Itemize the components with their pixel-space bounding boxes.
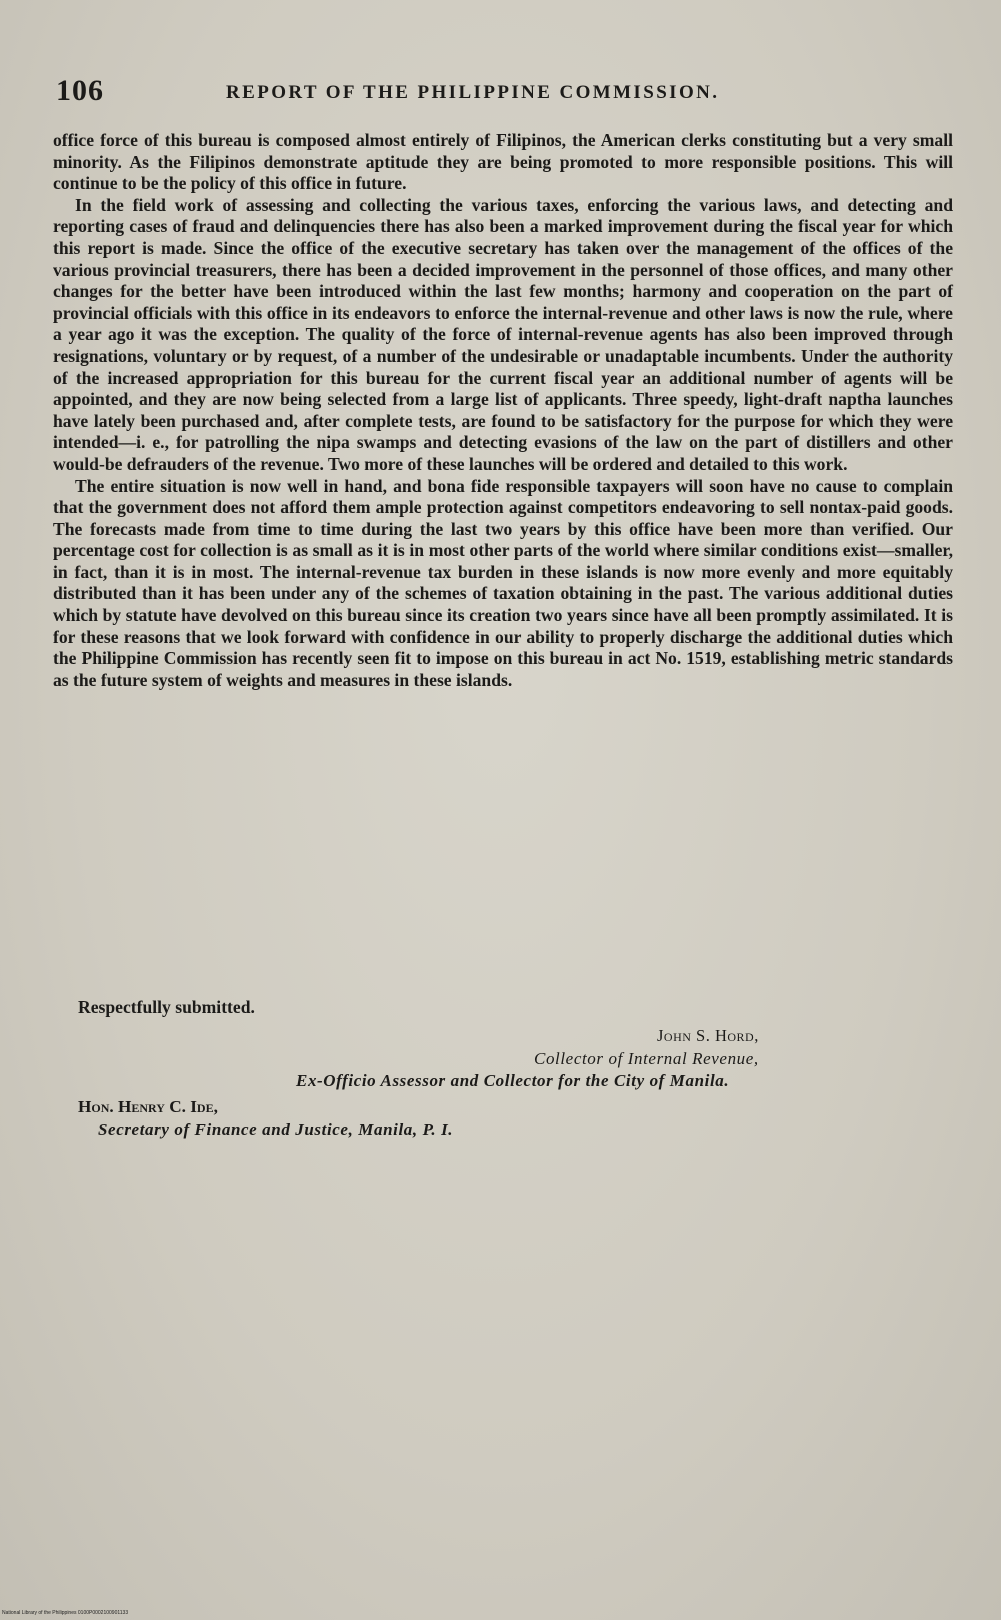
body-text xyxy=(53,130,953,691)
page-number: 106 xyxy=(56,74,104,107)
closing-line: Respectfully submitted. xyxy=(78,997,255,1017)
paragraph-2: In the field work of assessing and collecting the various taxes, enforcing the various laws, and detecting and reporting cases of fraud and delinquencies there has also been a marked improvement during the fiscal year for which this report is made. Since the office of the executive secretary has taken over the management of the offices of the various provincial treasurers, there has been a decided improvement in the personnel of those offices, and many other changes for the better have been introduced within the last few months; harmony and cooperation on the part of provincial officials with this office in its endeavors to enforce the internal-revenue and other laws is now the rule, where a year ago it was the exception. The quality of the force of internal-revenue agents has also been improved through resignations, voluntary or by request, of a number of the undesirable or unadaptable incumbents. Under the authority of the increased appropriation for this bureau for the current fiscal year an additional number of agents will be appointed, and they are now being selected from a large list of applicants. Three speedy, light-draft naptha launches have lately been purchased and, after complete tests, are found to be satisfactory for the purpose for which they were intended—i. e., for patrolling the nipa swamps and detecting evasions of the law on the part of distillers and other would-be defrauders of the revenue. Two more of these launches will be ordered and detailed to this work. xyxy=(53,194,953,474)
page-header xyxy=(52,72,957,112)
paragraph-1: office force of this bureau is composed almost entirely of Filipinos, the American clerks constituting but a very small minority. As the Filipinos demonstrate aptitude they are being promoted to more responsible positions. This will continue to be the policy of this office in future. xyxy=(53,130,953,194)
running-head: REPORT OF THE PHILIPPINE COMMISSION. xyxy=(226,82,720,103)
addressee-name: Hon. Henry C. Ide, xyxy=(78,1097,218,1116)
paragraph-3: The entire situation is now well in hand, and bona fide responsible taxpayers will soon have no cause to complain that the government does not afford them ample protection against competitors endeavoring to sell nontax-paid goods. The forecasts made from time to time during the last two years by this office have been more than verified. Our percentage cost for collection is as small as it is in most other parts of the world where similar conditions exist—smaller, in fact, than it is in most. The internal-revenue tax burden in these islands is now more evenly and more equitably distributed than it has been under any of the schemes of taxation obtaining in the past. The various additional duties which by statute have devolved on this bureau since its creation two years since have all been promptly assimilated. It is for these reasons that we look forward with confidence in our ability to properly discharge the additional duties which the Philippine Commission has recently seen fit to impose on this bureau in act No. 1519, establishing metric standards as the future system of weights and measures in these islands. xyxy=(53,475,953,690)
addressee-title: Secretary of Finance and Justice, Manila, P. I. xyxy=(98,1120,454,1139)
scan-footer: National Library of the Philippines 0100P0002100901133 xyxy=(2,1610,129,1616)
signature-name: John S. Hord, xyxy=(657,1026,759,1045)
signature-title-line-1: Collector of Internal Revenue, xyxy=(534,1049,759,1068)
signature-title-line-2: Ex-Officio Assessor and Collector for the City of Manila. xyxy=(296,1071,730,1090)
